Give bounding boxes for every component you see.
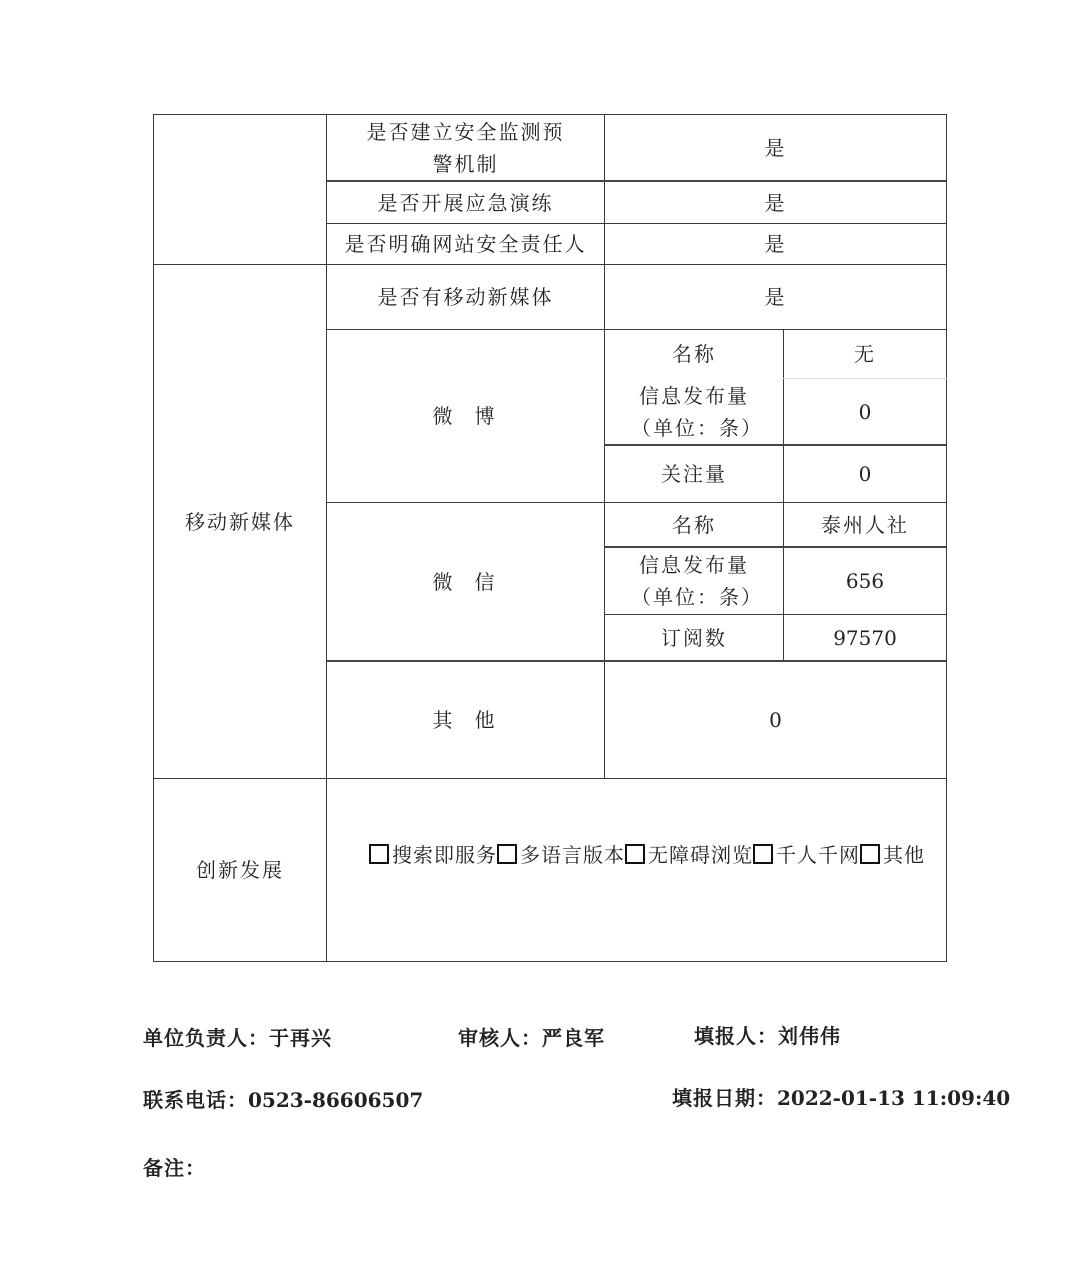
weibo-posts-value: 0 bbox=[858, 399, 872, 424]
weibo-followers-value: 0 bbox=[858, 462, 872, 486]
has-mobile-media-value: 是 bbox=[764, 285, 787, 309]
checkbox-icon[interactable] bbox=[369, 844, 389, 864]
fill-date: 填报日期：2022-01-13 11:09:40 bbox=[672, 1086, 1011, 1110]
innovation-option[interactable]: 多语言版本 bbox=[497, 839, 625, 871]
table-border-right bbox=[946, 114, 947, 962]
drill-value: 是 bbox=[764, 190, 787, 215]
innovation-option[interactable]: 无障碍浏览 bbox=[625, 839, 753, 871]
monitoring-label: 是否建立安全监测预警机制 bbox=[366, 119, 565, 176]
checkbox-icon[interactable] bbox=[625, 844, 645, 864]
innovation-option[interactable]: 其他 bbox=[860, 839, 925, 871]
wechat-name-value: 泰州人社 bbox=[821, 512, 909, 537]
innovation-options bbox=[327, 779, 946, 931]
wechat-label: 微信 bbox=[432, 569, 517, 594]
contact-phone: 联系电话：0523-86606507 bbox=[143, 1088, 424, 1112]
reviewer: 审核人：严良军 bbox=[458, 1026, 605, 1050]
remark: 备注： bbox=[143, 1156, 206, 1180]
weibo-posts-label: 信息发布量（单位：条） bbox=[631, 383, 763, 440]
weibo-name-value: 无 bbox=[854, 342, 876, 366]
responsible-label: 是否明确网站安全责任人 bbox=[344, 232, 587, 256]
unit-head: 单位负责人：于再兴 bbox=[143, 1026, 332, 1050]
wechat-name-label: 名称 bbox=[672, 512, 716, 537]
innovation-option[interactable]: 千人千网 bbox=[753, 839, 860, 871]
wechat-posts-value: 656 bbox=[845, 569, 885, 593]
weibo-name-label: 名称 bbox=[672, 342, 716, 366]
other-media-value: 0 bbox=[769, 708, 782, 732]
mobile-media-section-label: 移动新媒体 bbox=[185, 509, 295, 534]
weibo-followers-label: 关注量 bbox=[661, 462, 727, 486]
filler: 填报人：刘伟伟 bbox=[694, 1024, 841, 1048]
innovation-option[interactable]: 搜索即服务 bbox=[369, 839, 497, 871]
wechat-subscribers-value: 97570 bbox=[833, 625, 897, 650]
checkbox-icon[interactable] bbox=[860, 844, 880, 864]
has-mobile-media-label: 是否有移动新媒体 bbox=[377, 285, 554, 309]
drill-label: 是否开展应急演练 bbox=[377, 190, 554, 215]
checkbox-icon[interactable] bbox=[497, 844, 517, 864]
checkbox-icon[interactable] bbox=[753, 844, 773, 864]
table-border-bottom bbox=[153, 961, 947, 962]
other-media-label: 其他 bbox=[432, 708, 517, 732]
wechat-subscribers-label: 订阅数 bbox=[661, 625, 727, 650]
wechat-posts-label: 信息发布量（单位：条） bbox=[631, 553, 763, 609]
responsible-value: 是 bbox=[764, 232, 787, 256]
innovation-section-label: 创新发展 bbox=[196, 858, 284, 882]
weibo-label: 微博 bbox=[432, 404, 517, 428]
monitoring-value: 是 bbox=[764, 135, 787, 160]
